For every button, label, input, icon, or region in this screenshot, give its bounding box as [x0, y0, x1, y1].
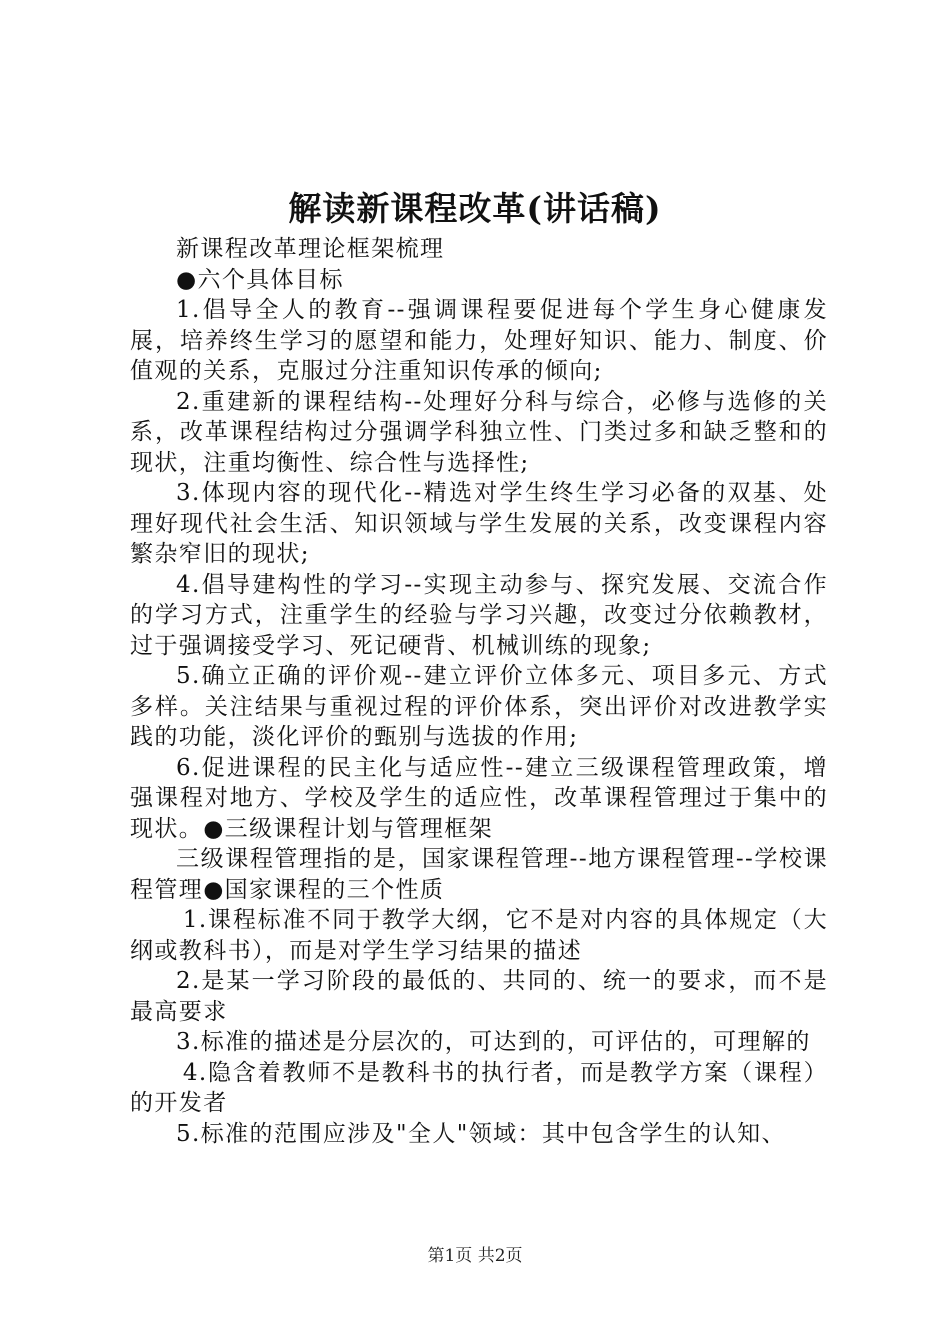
paragraph-framework-heading: 新课程改革理论框架梳理 — [176, 236, 445, 262]
paragraph-goal-1: 1.倡导全人的教育--强调课程要促进每个学生身心健康发展，培养终生学习的愿望和能力，处理好知识、能力、制度、价值观的关系，克服过分注重知识传承的倾向; — [130, 297, 828, 384]
paragraph-goal-6: 6.促进课程的民主化与适应性--建立三级课程管理政策，增强课程对地方、学校及学生的适应性，改革课程管理过于集中的现状。●三级课程计划与管理框架 — [130, 754, 828, 842]
paragraph-goal-2: 2.重建新的课程结构--处理好分科与综合，必修与选修的关系，改革课程结构过分强调学科独立性、门类过多和缺乏整和的现状，注重均衡性、综合性与选择性; — [130, 388, 828, 476]
document-body — [130, 234, 828, 1149]
paragraph-three-level-management: 三级课程管理指的是，国家课程管理--地方课程管理--学校课程管理●国家课程的三个性质 — [130, 846, 828, 903]
paragraph-goal-3: 3.体现内容的现代化--精选对学生终生学习必备的双基、处理好现代社会生活、知识领域与学生发展的关系，改变课程内容繁杂窄旧的现状; — [130, 480, 828, 567]
document-title: 解读新课程改革(讲话稿) — [288, 189, 662, 228]
paragraph-property-5: 5.标准的范围应涉及"全人"领域：其中包含学生的认知、 — [176, 1120, 786, 1147]
paragraph-property-4: 4.隐含着教师不是教科书的执行者，而是教学方案（课程）的开发者 — [130, 1059, 828, 1116]
paragraph-property-3: 3.标准的描述是分层次的，可达到的，可评估的，可理解的 — [176, 1029, 811, 1055]
paragraph-six-goals-heading: ●六个具体目标 — [176, 266, 344, 293]
paragraph-property-1: 1.课程标准不同于教学大纲，它不是对内容的具体规定（大纲或教科书），而是对学生学习结果的描述 — [130, 907, 828, 964]
paragraph-goal-5: 5.确立正确的评价观--建立评价立体多元、项目多元、方式多样。关注结果与重视过程的评价体系，突出评价对改进教学实践的功能，淡化评价的甄别与选拔的作用; — [130, 663, 828, 750]
paragraph-goal-4: 4.倡导建构性的学习--实现主动参与、探究发展、交流合作的学习方式，注重学生的经验与学习兴趣，改变过分依赖教材，过于强调接受学习、死记硬背、机械训练的现象; — [130, 571, 828, 659]
paragraph-property-2: 2.是某一学习阶段的最低的、共同的、统一的要求，而不是最高要求 — [130, 968, 828, 1025]
page-number-footer: 第1页 共2页 — [427, 1246, 523, 1266]
